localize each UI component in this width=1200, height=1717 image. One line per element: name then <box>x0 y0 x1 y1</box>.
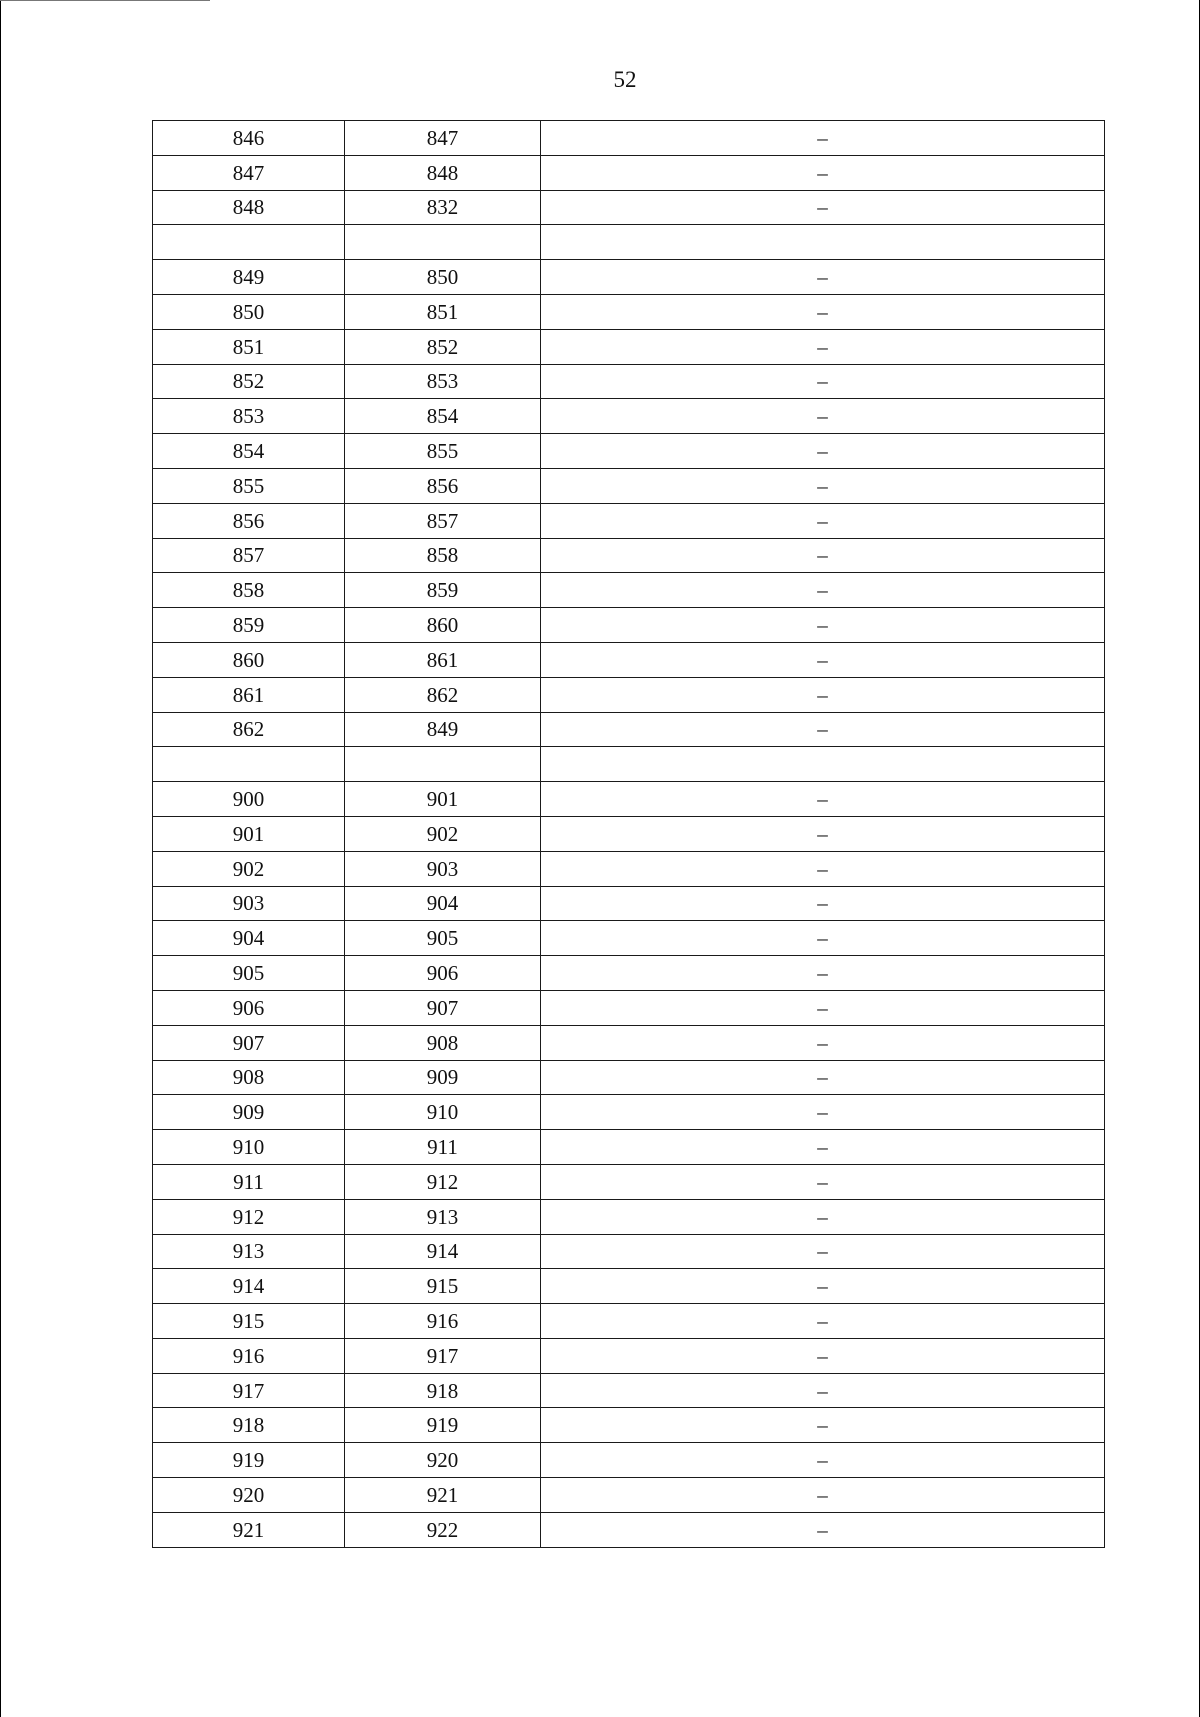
cell-value: – <box>541 1443 1105 1478</box>
cell-value: – <box>541 1164 1105 1199</box>
cell-value: – <box>541 1338 1105 1373</box>
cell-from-point: 859 <box>153 608 345 643</box>
table-row <box>153 121 1105 156</box>
cell-to-point: 856 <box>345 468 541 503</box>
cell-value: – <box>541 434 1105 469</box>
cell-value: – <box>541 1408 1105 1443</box>
cell-to-point <box>345 747 541 782</box>
table-row <box>153 956 1105 991</box>
cell-to-point: 847 <box>345 121 541 156</box>
cell-value: – <box>541 816 1105 851</box>
cell-value: – <box>541 1512 1105 1547</box>
cell-to-point: 852 <box>345 329 541 364</box>
cell-value: – <box>541 364 1105 399</box>
cell-value: – <box>541 782 1105 817</box>
cell-from-point: 918 <box>153 1408 345 1443</box>
cell-value: – <box>541 468 1105 503</box>
table-row <box>153 1130 1105 1165</box>
cell-value: – <box>541 1025 1105 1060</box>
cell-from-point: 906 <box>153 990 345 1025</box>
table-row <box>153 1478 1105 1513</box>
cell-to-point: 858 <box>345 538 541 573</box>
table-row <box>153 642 1105 677</box>
cell-from-point: 854 <box>153 434 345 469</box>
table-row <box>153 608 1105 643</box>
cell-value: – <box>541 503 1105 538</box>
cell-value <box>541 747 1105 782</box>
table-row <box>153 1338 1105 1373</box>
cell-to-point: 902 <box>345 816 541 851</box>
table-row <box>153 1199 1105 1234</box>
table-row <box>153 538 1105 573</box>
cell-to-point: 921 <box>345 1478 541 1513</box>
table-row <box>153 1164 1105 1199</box>
cell-from-point: 853 <box>153 399 345 434</box>
cell-from-point: 852 <box>153 364 345 399</box>
table-row <box>153 851 1105 886</box>
cell-to-point: 861 <box>345 642 541 677</box>
table-row <box>153 155 1105 190</box>
cell-to-point: 912 <box>345 1164 541 1199</box>
table-row <box>153 1304 1105 1339</box>
cell-value: – <box>541 677 1105 712</box>
cell-from-point: 910 <box>153 1130 345 1165</box>
cell-to-point: 853 <box>345 364 541 399</box>
cell-to-point: 848 <box>345 155 541 190</box>
cell-from-point: 912 <box>153 1199 345 1234</box>
cell-to-point: 905 <box>345 921 541 956</box>
table-body <box>153 121 1105 1548</box>
table-row <box>153 1373 1105 1408</box>
table-row <box>153 1512 1105 1547</box>
cell-from-point: 917 <box>153 1373 345 1408</box>
table-row <box>153 399 1105 434</box>
cell-from-point <box>153 225 345 260</box>
cell-to-point: 908 <box>345 1025 541 1060</box>
cell-value: – <box>541 1478 1105 1513</box>
table-row <box>153 990 1105 1025</box>
cell-to-point: 910 <box>345 1095 541 1130</box>
cell-value: – <box>541 1060 1105 1095</box>
cell-value: – <box>541 329 1105 364</box>
cell-to-point: 862 <box>345 677 541 712</box>
cell-from-point: 908 <box>153 1060 345 1095</box>
cell-from-point: 907 <box>153 1025 345 1060</box>
cell-from-point: 857 <box>153 538 345 573</box>
table-row <box>153 294 1105 329</box>
table-row <box>153 921 1105 956</box>
cell-value: – <box>541 190 1105 225</box>
table-row <box>153 503 1105 538</box>
cell-from-point: 914 <box>153 1269 345 1304</box>
cell-value: – <box>541 155 1105 190</box>
cell-to-point: 903 <box>345 851 541 886</box>
cell-to-point: 901 <box>345 782 541 817</box>
cell-value: – <box>541 1130 1105 1165</box>
cell-value: – <box>541 399 1105 434</box>
cell-to-point: 920 <box>345 1443 541 1478</box>
cell-from-point: 921 <box>153 1512 345 1547</box>
table-row <box>153 364 1105 399</box>
table-row <box>153 1095 1105 1130</box>
cell-to-point: 916 <box>345 1304 541 1339</box>
cell-from-point: 862 <box>153 712 345 747</box>
cell-to-point: 913 <box>345 1199 541 1234</box>
cell-to-point: 907 <box>345 990 541 1025</box>
cell-value: – <box>541 642 1105 677</box>
cell-from-point: 847 <box>153 155 345 190</box>
cell-from-point: 913 <box>153 1234 345 1269</box>
cell-value: – <box>541 1199 1105 1234</box>
cell-from-point: 904 <box>153 921 345 956</box>
cell-to-point: 911 <box>345 1130 541 1165</box>
cell-value: – <box>541 1304 1105 1339</box>
table-row <box>153 782 1105 817</box>
cell-from-point: 911 <box>153 1164 345 1199</box>
cell-value: – <box>541 260 1105 295</box>
cell-value: – <box>541 1234 1105 1269</box>
cell-from-point: 920 <box>153 1478 345 1513</box>
table-row <box>153 886 1105 921</box>
cell-from-point: 855 <box>153 468 345 503</box>
cell-from-point: 903 <box>153 886 345 921</box>
table-row <box>153 468 1105 503</box>
table-row <box>153 1060 1105 1095</box>
table-row <box>153 1408 1105 1443</box>
coordinates-table <box>152 120 1105 1548</box>
cell-to-point: 860 <box>345 608 541 643</box>
coordinates-table-container <box>152 120 1105 1548</box>
cell-value: – <box>541 538 1105 573</box>
table-row <box>153 573 1105 608</box>
cell-value: – <box>541 573 1105 608</box>
cell-from-point: 919 <box>153 1443 345 1478</box>
cell-to-point: 857 <box>345 503 541 538</box>
cell-from-point: 846 <box>153 121 345 156</box>
table-row <box>153 1269 1105 1304</box>
cell-value: – <box>541 956 1105 991</box>
cell-value: – <box>541 1269 1105 1304</box>
table-row <box>153 1234 1105 1269</box>
table-row <box>153 677 1105 712</box>
cell-from-point: 900 <box>153 782 345 817</box>
table-row <box>153 1443 1105 1478</box>
cell-from-point: 909 <box>153 1095 345 1130</box>
cell-from-point: 905 <box>153 956 345 991</box>
cell-to-point: 917 <box>345 1338 541 1373</box>
scan-left-edge <box>0 0 1 1717</box>
cell-to-point: 919 <box>345 1408 541 1443</box>
cell-from-point <box>153 747 345 782</box>
cell-from-point: 858 <box>153 573 345 608</box>
page-number: 52 <box>613 67 637 92</box>
table-row <box>153 260 1105 295</box>
cell-to-point: 849 <box>345 712 541 747</box>
cell-from-point: 849 <box>153 260 345 295</box>
cell-value: – <box>541 294 1105 329</box>
table-row <box>153 434 1105 469</box>
table-row <box>153 1025 1105 1060</box>
cell-from-point: 916 <box>153 1338 345 1373</box>
cell-from-point: 856 <box>153 503 345 538</box>
scan-top-edge <box>0 0 210 1</box>
cell-to-point: 851 <box>345 294 541 329</box>
cell-to-point: 906 <box>345 956 541 991</box>
cell-from-point: 850 <box>153 294 345 329</box>
table-row <box>153 816 1105 851</box>
cell-from-point: 915 <box>153 1304 345 1339</box>
cell-from-point: 848 <box>153 190 345 225</box>
cell-to-point: 915 <box>345 1269 541 1304</box>
cell-value: – <box>541 921 1105 956</box>
table-row <box>153 190 1105 225</box>
cell-to-point: 922 <box>345 1512 541 1547</box>
cell-value: – <box>541 886 1105 921</box>
cell-to-point: 832 <box>345 190 541 225</box>
cell-to-point: 855 <box>345 434 541 469</box>
cell-value: – <box>541 712 1105 747</box>
cell-from-point: 851 <box>153 329 345 364</box>
cell-value <box>541 225 1105 260</box>
cell-to-point: 918 <box>345 1373 541 1408</box>
cell-to-point: 904 <box>345 886 541 921</box>
cell-to-point: 859 <box>345 573 541 608</box>
cell-to-point: 854 <box>345 399 541 434</box>
cell-from-point: 901 <box>153 816 345 851</box>
cell-to-point: 914 <box>345 1234 541 1269</box>
cell-value: – <box>541 121 1105 156</box>
cell-value: – <box>541 1373 1105 1408</box>
table-row <box>153 712 1105 747</box>
table-row <box>153 225 1105 260</box>
cell-value: – <box>541 608 1105 643</box>
cell-to-point: 850 <box>345 260 541 295</box>
cell-from-point: 902 <box>153 851 345 886</box>
table-row <box>153 747 1105 782</box>
cell-value: – <box>541 851 1105 886</box>
cell-from-point: 860 <box>153 642 345 677</box>
table-row <box>153 329 1105 364</box>
cell-to-point <box>345 225 541 260</box>
cell-value: – <box>541 1095 1105 1130</box>
cell-from-point: 861 <box>153 677 345 712</box>
cell-value: – <box>541 990 1105 1025</box>
cell-to-point: 909 <box>345 1060 541 1095</box>
